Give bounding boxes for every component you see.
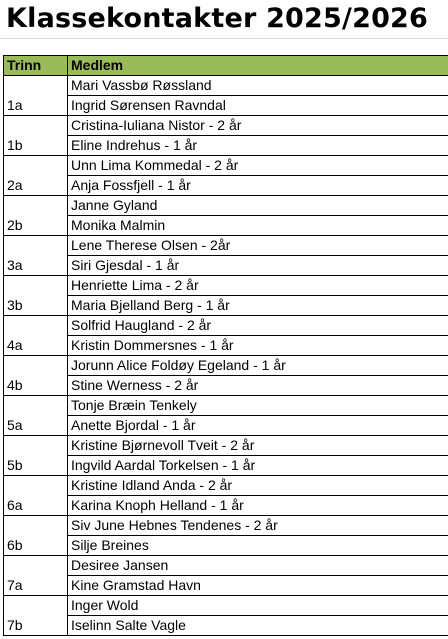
member-cell[interactable]: Lene Therese Olsen - 2år <box>68 236 448 256</box>
table-row <box>4 236 448 256</box>
member-cell[interactable]: Kristin Dommersnes - 1 år <box>68 336 448 356</box>
table-row <box>4 216 448 236</box>
member-cell[interactable]: Maria Bjelland Berg - 1 år <box>68 296 448 316</box>
table-header-row <box>4 56 448 76</box>
member-cell[interactable]: Kristine Idland Anda - 2 år <box>68 476 448 496</box>
trinn-cell[interactable]: 4a <box>4 316 68 356</box>
member-cell[interactable]: Ingrid Sørensen Ravndal <box>68 96 448 116</box>
member-cell[interactable]: Anette Bjordal - 1 år <box>68 416 448 436</box>
member-cell[interactable]: Stine Werness - 2 år <box>68 376 448 396</box>
trinn-cell[interactable]: 3a <box>4 236 68 276</box>
header-medlem[interactable]: Medlem <box>68 56 448 76</box>
table-row <box>4 96 448 116</box>
trinn-cell[interactable]: 7b <box>4 596 68 636</box>
trinn-cell[interactable]: 5b <box>4 436 68 476</box>
trinn-cell[interactable]: 2b <box>4 196 68 236</box>
member-cell[interactable]: Karina Knoph Helland - 1 år <box>68 496 448 516</box>
member-cell[interactable]: Janne Gyland <box>68 196 448 216</box>
member-cell[interactable]: Solfrid Haugland - 2 år <box>68 316 448 336</box>
trinn-cell[interactable]: 5a <box>4 396 68 436</box>
trinn-cell[interactable]: 1a <box>4 76 68 116</box>
trinn-cell[interactable]: 3b <box>4 276 68 316</box>
table-row <box>4 436 448 456</box>
member-cell[interactable]: Monika Malmin <box>68 216 448 236</box>
member-cell[interactable]: Tonje Bræin Tenkely <box>68 396 448 416</box>
member-cell[interactable]: Anja Fossfjell - 1 år <box>68 176 448 196</box>
table-row <box>4 116 448 136</box>
table-row <box>4 136 448 156</box>
trinn-cell[interactable]: 4b <box>4 356 68 396</box>
member-cell[interactable]: Kine Gramstad Havn <box>68 576 448 596</box>
member-cell[interactable]: Iselinn Salte Vagle <box>68 616 448 636</box>
member-cell[interactable]: Jorunn Alice Foldøy Egeland - 1 år <box>68 356 448 376</box>
trinn-cell[interactable]: 6b <box>4 516 68 556</box>
member-cell[interactable]: Kristine Bjørnevoll Tveit - 2 år <box>68 436 448 456</box>
table-row <box>4 576 448 596</box>
trinn-cell[interactable]: 7a <box>4 556 68 596</box>
table-row <box>4 616 448 636</box>
table-row <box>4 296 448 316</box>
table-row <box>4 516 448 536</box>
table-row <box>4 316 448 336</box>
table-row <box>4 416 448 436</box>
member-cell[interactable]: Unn Lima Kommedal - 2 år <box>68 156 448 176</box>
table-row <box>4 76 448 96</box>
member-cell[interactable]: Henriette Lima - 2 år <box>68 276 448 296</box>
table-row <box>4 196 448 216</box>
trinn-cell[interactable]: 1b <box>4 116 68 156</box>
table-row <box>4 176 448 196</box>
document-title: Klassekontakter 2025/2026 <box>6 3 429 34</box>
header-trinn[interactable]: Trinn <box>4 56 68 76</box>
class-contacts-table <box>3 55 448 636</box>
member-cell[interactable]: Silje Breines <box>68 536 448 556</box>
member-cell[interactable]: Eline Indrehus - 1 år <box>68 136 448 156</box>
table-row <box>4 396 448 416</box>
table-row <box>4 356 448 376</box>
table-row <box>4 456 448 476</box>
table-row <box>4 596 448 616</box>
sheet-gridline <box>0 38 448 39</box>
member-cell[interactable]: Siri Gjesdal - 1 år <box>68 256 448 276</box>
table-row <box>4 276 448 296</box>
table-row <box>4 536 448 556</box>
member-cell[interactable]: Ingvild Aardal Torkelsen - 1 år <box>68 456 448 476</box>
member-cell[interactable]: Cristina-Iuliana Nistor - 2 år <box>68 116 448 136</box>
trinn-cell[interactable]: 2a <box>4 156 68 196</box>
table-row <box>4 556 448 576</box>
member-cell[interactable]: Siv June Hebnes Tendenes - 2 år <box>68 516 448 536</box>
trinn-cell[interactable]: 6a <box>4 476 68 516</box>
table-row <box>4 496 448 516</box>
table-row <box>4 256 448 276</box>
member-cell[interactable]: Inger Wold <box>68 596 448 616</box>
table-row <box>4 336 448 356</box>
table-row <box>4 156 448 176</box>
table-row <box>4 476 448 496</box>
member-cell[interactable]: Mari Vassbø Røssland <box>68 76 448 96</box>
table-row <box>4 376 448 396</box>
member-cell[interactable]: Desiree Jansen <box>68 556 448 576</box>
